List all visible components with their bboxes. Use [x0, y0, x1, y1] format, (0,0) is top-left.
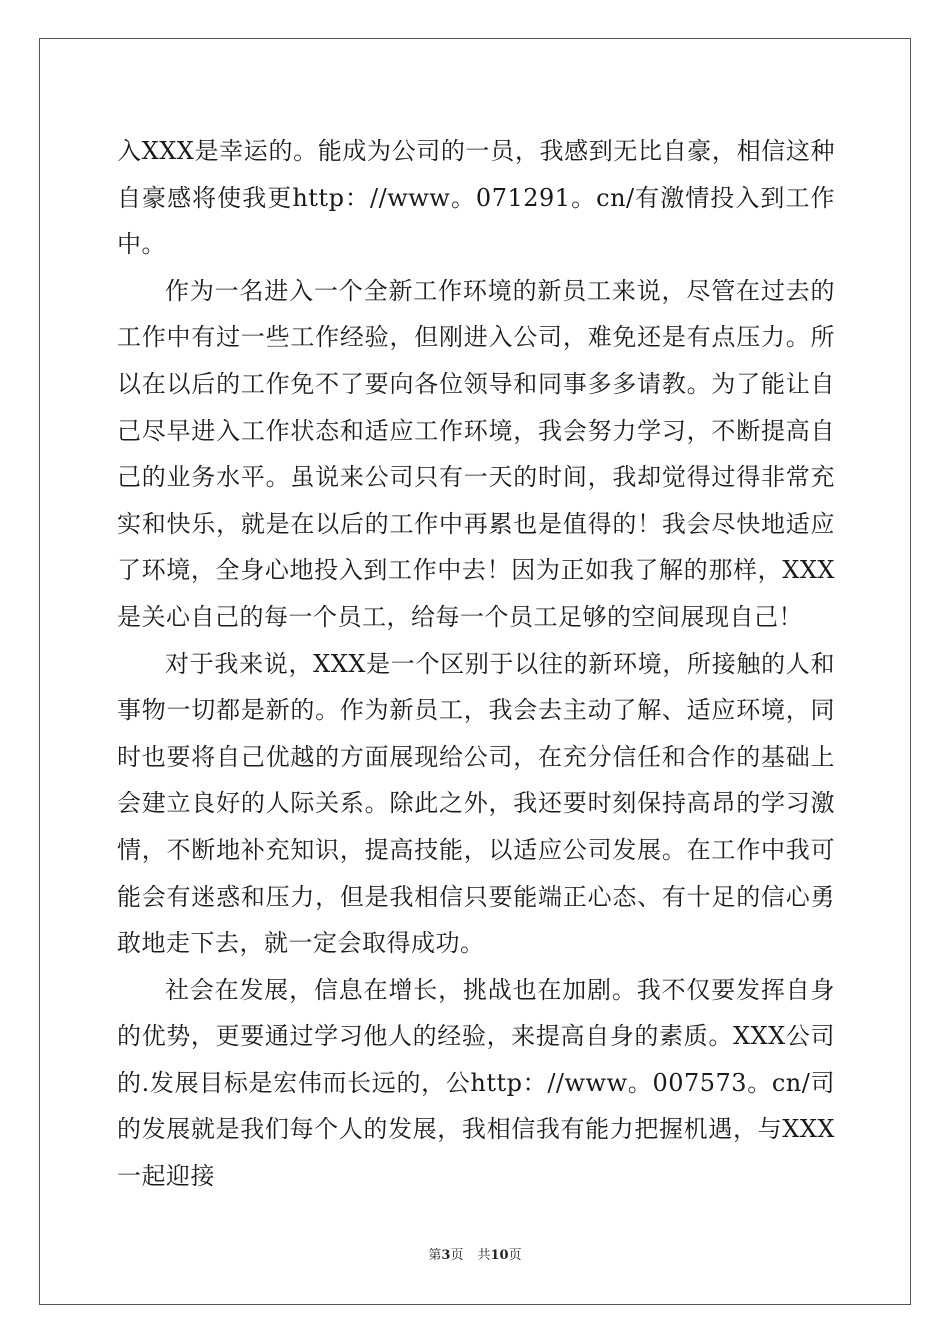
- paragraph-4: 社会在发展，信息在增长，挑战也在加剧。我不仅要发挥自身的优势，更要通过学习他人的经验，来提高自身的素质。XXX公司的.发展目标是宏伟而长远的，公http：//www。007573。cn/司的发展就是我们每个人的发展，我相信我有能力把握机遇，与XXX一起迎接: [117, 975, 835, 1191]
- total-prefix: 共: [477, 1248, 491, 1263]
- page-footer: [0, 1244, 950, 1263]
- paragraph-3: 对于我来说，XXX是一个区别于以往的新环境，所接触的人和事物一切都是新的。作为新员工，我会去主动了解、适应环境，同时也要将自己优越的方面展现给公司，在充分信任和合作的基础上会建立良好的人际关系。除此之外，我还要时刻保持高昂的学习激情，不断地补充知识，提高技能，以适应公司发展。在工作中我可能会有迷惑和压力，但是我相信只要能端正心态、有十足的信心勇敢地走下去，就一定会取得成功。: [117, 649, 835, 958]
- total-suffix: 页: [508, 1248, 522, 1263]
- paragraph-2: 作为一名进入一个全新工作环境的新员工来说，尽管在过去的工作中有过一些工作经验，但刚进入公司，难免还是有点压力。所以在以后的工作免不了要向各位领导和同事多多请教。为了能让自己尽早进入工作状态和适应工作环境，我会努力学习，不断提高自己的业务水平。虽说来公司只有一天的时间，我却觉得过得非常充实和快乐，就是在以后的工作中再累也是值得的！我会尽快地适应了环境，全身心地投入到工作中去！因为正如我了解的那样，XXX是关心自己的每一个员工，给每一个员工足够的空间展现自己！: [117, 276, 835, 631]
- page-number: 3: [441, 1248, 451, 1263]
- page-suffix: 页: [450, 1248, 464, 1263]
- page-prefix: 第: [428, 1248, 442, 1263]
- total-pages: 10: [490, 1248, 509, 1263]
- document-body: [117, 128, 835, 1200]
- paragraph-1: 入XXX是幸运的。能成为公司的一员，我感到无比自豪，相信这种自豪感将使我更http：//www。071291。cn/有激情投入到工作中。: [117, 137, 835, 259]
